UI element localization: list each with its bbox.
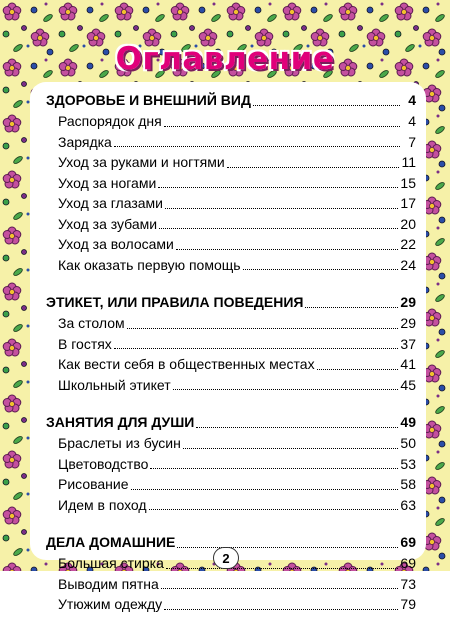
toc-entry[interactable] [46, 433, 416, 454]
entry-label: Утюжим одежду [58, 596, 163, 612]
entry-page-number: 15 [400, 174, 416, 191]
toc-entry[interactable] [46, 574, 416, 595]
entry-label: Цветоводство [58, 455, 149, 472]
dot-leader [173, 389, 399, 390]
entry-page-number: 45 [400, 376, 416, 393]
entry-label: Уход за волосами [58, 236, 174, 252]
section-heading[interactable] [46, 292, 416, 313]
entry-page-number: 79 [400, 596, 416, 612]
entry-label: Большая стирка [58, 555, 164, 571]
toc-entry[interactable] [46, 454, 416, 475]
section-heading[interactable] [46, 90, 416, 111]
dot-leader [177, 547, 398, 548]
entry-label: Школьный этикет [58, 376, 171, 393]
dot-leader [114, 348, 399, 349]
entry-label: Выводим пятна [58, 575, 159, 592]
dot-leader [183, 448, 399, 449]
dot-leader [158, 187, 398, 188]
dot-leader [127, 328, 399, 329]
entry-label: Браслеты из бусин [58, 435, 181, 451]
entry-label: ЗАНЯТИЯ ДЛЯ ДУШИ [46, 414, 195, 430]
toc-entry[interactable] [46, 255, 416, 276]
entry-page-number: 4 [408, 92, 416, 108]
toc-entry[interactable] [46, 313, 416, 334]
toc-entry[interactable] [46, 495, 416, 516]
dot-leader [150, 468, 398, 469]
toc-entry[interactable] [46, 375, 416, 396]
entry-page-number: 69 [400, 534, 416, 550]
entry-label: ЗДОРОВЬЕ И ВНЕШНИЙ ВИД [46, 92, 251, 108]
entry-label: Уход за зубами [58, 215, 158, 232]
toc-section [46, 412, 416, 515]
toc-entry[interactable] [46, 173, 416, 194]
entry-page-number: 69 [400, 555, 416, 571]
dot-leader [305, 307, 398, 308]
toc-entry[interactable] [46, 474, 416, 495]
entry-page-number: 73 [400, 575, 416, 592]
toc-section [46, 90, 416, 275]
entry-page-number: 4 [408, 113, 416, 129]
entry-label: Как вести себя в общественных местах [58, 356, 315, 372]
entry-label: Рисование [58, 476, 129, 492]
entry-page-number: 37 [400, 335, 416, 352]
dot-leader [227, 167, 400, 168]
dot-leader [131, 489, 399, 490]
entry-page-number: 29 [400, 294, 416, 310]
dot-leader [159, 228, 398, 229]
entry-page-number: 22 [400, 236, 416, 252]
toc-entry[interactable] [46, 594, 416, 615]
toc-entry[interactable] [46, 193, 416, 214]
entry-label: Как оказать первую помощь [58, 256, 241, 273]
entry-page-number: 29 [400, 315, 416, 331]
entry-label: За столом [58, 315, 125, 331]
dot-leader [166, 568, 399, 569]
toc-entry[interactable] [46, 354, 416, 375]
entry-label: Уход за глазами [58, 195, 163, 211]
toc-entry[interactable] [46, 132, 416, 153]
dot-leader [317, 369, 399, 370]
entry-label: Распорядок дня [58, 113, 162, 129]
toc-entry[interactable] [46, 111, 416, 132]
entry-label: Идем в поход [58, 496, 147, 513]
toc-section [46, 532, 416, 615]
entry-page-number: 7 [408, 133, 416, 150]
entry-page-number: 49 [400, 414, 416, 430]
entry-label: Уход за ногами [58, 174, 157, 191]
entry-label: ДЕЛА ДОМАШНИЕ [46, 534, 176, 550]
entry-page-number: 41 [400, 356, 416, 372]
toc-entry[interactable] [46, 334, 416, 355]
dot-leader [253, 105, 400, 106]
section-heading[interactable] [46, 412, 416, 433]
dot-leader [149, 509, 399, 510]
dot-leader [243, 269, 399, 270]
entry-label: Уход за руками и ногтями [58, 154, 225, 170]
dot-leader [114, 146, 400, 147]
toc-entry[interactable] [46, 234, 416, 255]
entry-label: Зарядка [58, 133, 112, 150]
toc-section [46, 292, 416, 395]
page-title: Оглавление [115, 41, 335, 77]
dot-leader [161, 588, 399, 589]
dot-leader [165, 208, 398, 209]
toc-entry[interactable] [46, 152, 416, 173]
entry-label: В гостях [58, 335, 112, 352]
entry-page-number: 11 [401, 154, 416, 170]
dot-leader [176, 249, 399, 250]
entry-page-number: 20 [400, 215, 416, 232]
entry-page-number: 50 [400, 435, 416, 451]
entry-page-number: 17 [400, 195, 416, 211]
entry-page-number: 53 [400, 455, 416, 472]
entry-page-number: 24 [400, 256, 416, 273]
title-banner [0, 36, 450, 82]
entry-page-number: 58 [400, 476, 416, 492]
dot-leader [164, 126, 400, 127]
entry-page-number: 63 [400, 496, 416, 513]
entry-label: ЭТИКЕТ, ИЛИ ПРАВИЛА ПОВЕДЕНИЯ [46, 294, 304, 310]
dot-leader [164, 609, 398, 610]
dot-leader [196, 427, 398, 428]
page-number: 2 [213, 547, 239, 569]
toc-entry[interactable] [46, 214, 416, 235]
